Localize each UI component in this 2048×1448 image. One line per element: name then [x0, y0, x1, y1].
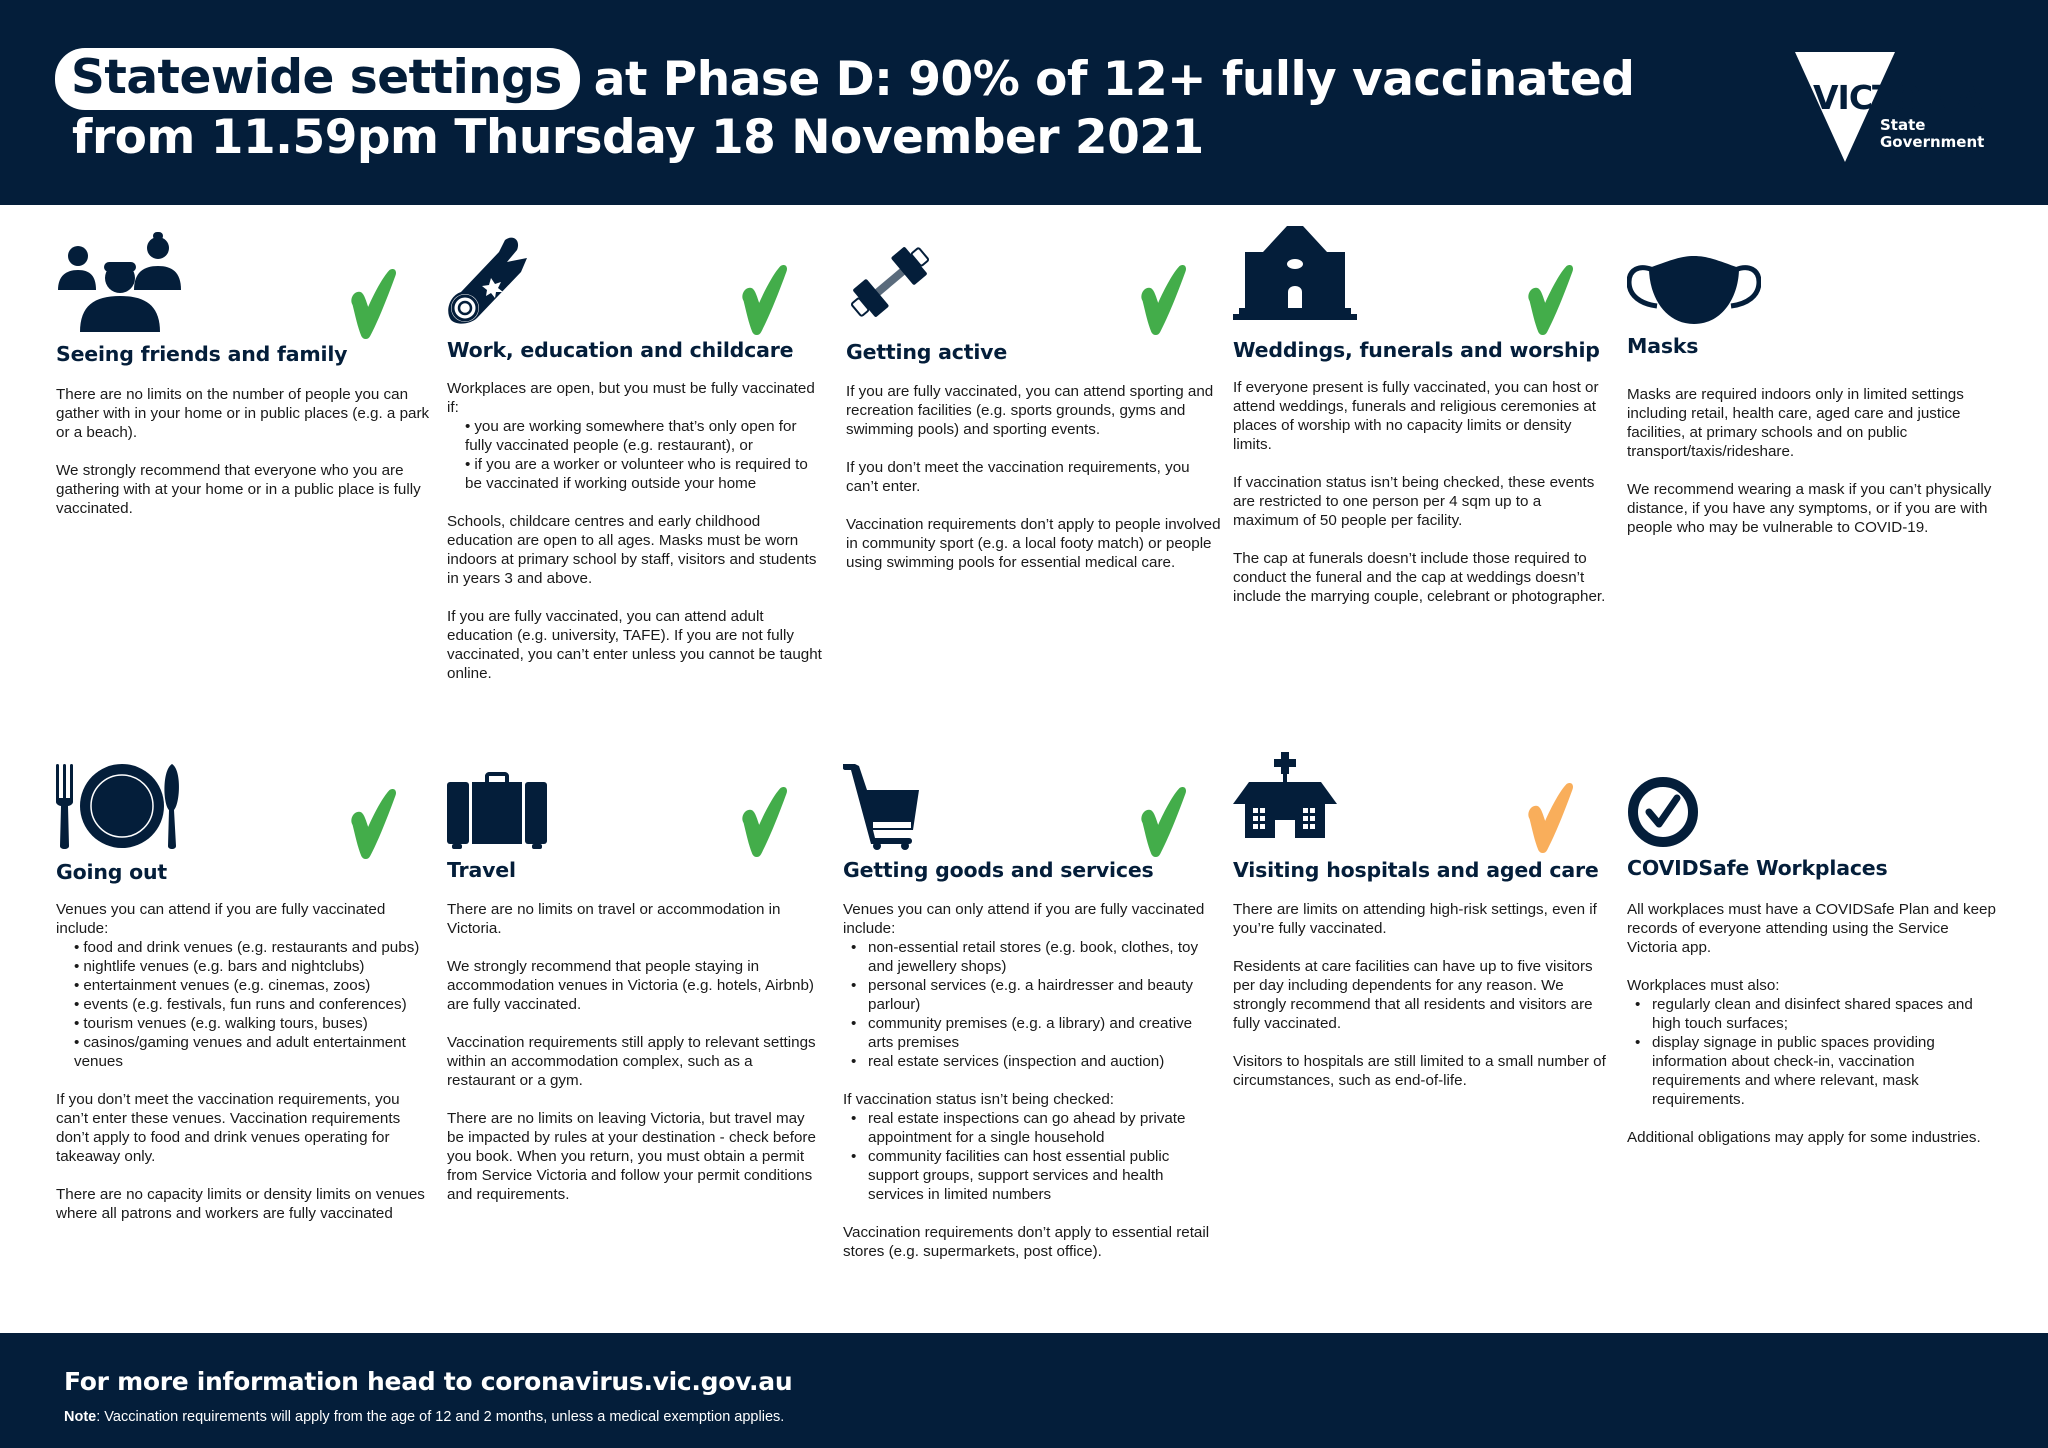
logo-wordmark [1813, 78, 1981, 117]
card-intro: Venues you can attend if you are fully vaccinated include: [56, 901, 386, 937]
orange-check-icon [1523, 782, 1579, 854]
list-item: • if you are a worker or volunteer who is required to be vaccinated if working outside your home [465, 456, 808, 492]
card-body [846, 382, 1221, 572]
logo-word-text: VICTORIA [1813, 78, 1981, 117]
list-item-text: tourism venues (e.g. walking tours, buses) [83, 1015, 368, 1032]
logo-sub-line2: Government [1880, 133, 1985, 151]
list-item-text: events (e.g. festivals, fun runs and conferences) [83, 996, 407, 1013]
card-masks [1627, 252, 2007, 572]
dumbbell-icon [842, 238, 938, 326]
footer-more-info: For more information head to coronavirus.vic.gov.au [64, 1367, 793, 1396]
card-closing: Additional obligations may apply for some industries. [1627, 1129, 1981, 1146]
card-paragraph: If you are fully vaccinated, you can attend sporting and recreation facilities (e.g. sports grounds, gyms and swimming pools) and sporting events. [846, 383, 1214, 438]
card-intro: Venues you can only attend if you are fully vaccinated include: [843, 901, 1205, 937]
card-paragraph: We strongly recommend that people staying in accommodation venues in Victoria (e.g. hotels, Airbnb) are fully vaccinated. [447, 958, 814, 1013]
card-getting-active [846, 228, 1226, 628]
card-title: Visiting hospitals and aged care [1233, 858, 1599, 882]
list-item-text: you are working somewhere that’s only open for fully vaccinated people (e.g. restaurant), or [465, 418, 797, 454]
card-seeing-friends [56, 228, 436, 538]
card-title: Going out [56, 860, 168, 884]
list-item: • entertainment venues (e.g. cinemas, zoos) [74, 977, 371, 994]
card-title: COVIDSafe Workplaces [1627, 856, 1888, 880]
card-title: Masks [1627, 334, 1699, 358]
list-item: • food and drink venues (e.g. restaurants and pubs) [74, 939, 420, 956]
card-body [1627, 900, 2002, 1147]
card-body [1627, 385, 2002, 537]
green-check-icon [737, 264, 793, 336]
card-covidsafe-workplaces [1627, 774, 2007, 1174]
bullet-list [56, 938, 431, 1071]
card-paragraph: Vaccination requirements still apply to relevant settings within an accommodation complex, such as a restaurant or a gym. [447, 1034, 816, 1089]
green-check-icon [737, 786, 793, 858]
card-paragraph: Visitors to hospitals are still limited to a small number of circumstances, such as end-of-life. [1233, 1053, 1606, 1089]
suitcase-icon [447, 772, 547, 852]
list-item: • regularly clean and disinfect shared spaces and high touch surfaces; [1627, 995, 2002, 1033]
card-paragraph: Vaccination requirements don’t apply to people involved in community sport (e.g. a local footy match) or people using swimming pools for essential medical care. [846, 516, 1221, 571]
bullet-list [447, 417, 822, 493]
card-intro: If vaccination status isn’t being checked: [843, 1091, 1114, 1108]
card-paragraph: Masks are required indoors only in limited settings including retail, health care, aged care and justice facilities, at primary schools and on public transport/taxis/rideshare. [1627, 386, 1964, 460]
place-of-worship-icon [1233, 222, 1357, 320]
card-paragraph: There are limits on attending high-risk settings, even if you’re fully vaccinated. [1233, 901, 1597, 937]
hospital-icon [1233, 752, 1337, 838]
card-body [447, 900, 822, 1204]
shopping-cart-icon [843, 762, 947, 850]
list-item: • real estate services (inspection and auction) [843, 1052, 1218, 1071]
list-item: • personal services (e.g. a hairdresser and beauty parlour) [843, 976, 1218, 1014]
card-title: Seeing friends and family [56, 342, 348, 366]
card-body [447, 379, 822, 683]
card-title: Travel [447, 858, 516, 882]
list-item: • non-essential retail stores (e.g. book, clothes, toy and jewellery shops) [843, 938, 1218, 976]
card-paragraph: Schools, childcare centres and early childhood education are open to all ages. Masks must be worn indoors at primary school by staff, visitors and students in years 3 and above. [447, 513, 817, 587]
card-hospitals-aged-care [1233, 752, 1613, 1112]
green-check-icon [346, 788, 402, 860]
card-paragraph: If you don’t meet the vaccination requirements, you can’t enter. [846, 459, 1190, 495]
list-item: • casinos/gaming venues and adult entertainment venues [74, 1034, 406, 1070]
list-item: • nightlife venues (e.g. bars and nightclubs) [74, 958, 365, 975]
bullet-list [843, 1109, 1218, 1204]
face-mask-icon [1627, 256, 1761, 326]
green-check-icon [1136, 264, 1192, 336]
list-item: • display signage in public spaces providing information about check-in, vaccination requirements and where relevant, mask requirements. [1627, 1033, 2002, 1109]
diploma-scroll-icon [447, 236, 557, 328]
card-paragraph: There are no limits on leaving Victoria, but travel may be impacted by rules at your destination - check before you book. When you return, you must obtain a permit from Service Victoria and follow your permit conditions and requirements. [447, 1110, 816, 1203]
list-item: • real estate inspections can go ahead by private appointment for a single household [843, 1109, 1218, 1147]
card-paragraph: There are no limits on the number of people you can gather with in your home or in public places (e.g. a park or a beach). [56, 386, 430, 441]
plate-cutlery-icon [56, 764, 182, 850]
list-item: • tourism venues (e.g. walking tours, buses) [74, 1015, 368, 1032]
card-paragraph: The cap at funerals doesn’t include those required to conduct the funeral and the cap at weddings doesn’t include the marrying couple, celebrant or photographer. [1233, 550, 1606, 605]
card-paragraph: There are no limits on travel or accommodation in Victoria. [447, 901, 781, 937]
card-paragraph: We strongly recommend that everyone who you are gathering with at your home or in a public place is fully vaccinated. [56, 462, 421, 517]
card-paragraph: We recommend wearing a mask if you can’t physically distance, if you have any symptoms, or if you are with people who may be vulnerable to COVID-19. [1627, 481, 1992, 536]
card-paragraph: If you are fully vaccinated, you can attend adult education (e.g. university, TAFE). If you are not fully vaccinated, you can’t enter unless you cannot be taught online. [447, 608, 822, 682]
footer-note-text: : Vaccination requirements will apply from the age of 12 and 2 months, unless a medical exemption applies. [96, 1409, 785, 1425]
card-intro: Workplaces must also: [1627, 977, 1780, 994]
bullet-list [1627, 995, 2002, 1109]
list-item-text: casinos/gaming venues and adult entertainment venues [74, 1034, 406, 1070]
list-item-text: if you are a worker or volunteer who is required to be vaccinated if working outside your home [465, 456, 808, 492]
page-title [55, 46, 1634, 112]
card-intro: Workplaces are open, but you must be fully vaccinated if: [447, 380, 815, 416]
card-body [1233, 900, 1608, 1090]
list-item: • you are working somewhere that’s only open for fully vaccinated people (e.g. restaurant), or [465, 418, 797, 454]
card-title: Work, education and childcare [447, 338, 794, 362]
card-body [56, 385, 431, 518]
title-pill: Statewide settings [55, 48, 580, 110]
page-subtitle: from 11.59pm Thursday 18 November 2021 [72, 110, 1204, 165]
card-going-out [56, 762, 436, 1282]
people-group-icon [56, 232, 184, 332]
list-item: • events (e.g. festivals, fun runs and conferences) [74, 996, 407, 1013]
green-check-icon [1136, 786, 1192, 858]
card-goods-services [843, 762, 1223, 1302]
green-check-icon [346, 268, 402, 340]
card-paragraph: There are no capacity limits or density limits on venues where all patrons and workers are fully vaccinated [56, 1186, 425, 1222]
circle-check-icon [1627, 776, 1699, 848]
card-travel [447, 762, 827, 1242]
list-item: • community premises (e.g. a library) and creative arts premises [843, 1014, 1218, 1052]
footer-banner [0, 1333, 2048, 1448]
card-title: Getting active [846, 340, 1008, 364]
list-item: • community facilities can host essential public support groups, support services and health services in limited numbers [843, 1147, 1218, 1204]
card-paragraph: Residents at care facilities can have up to five visitors per day including dependents for any reason. We strongly recommend that all residents and visitors are fully vaccinated. [1233, 958, 1593, 1032]
card-title: Getting goods and services [843, 858, 1154, 882]
list-item-text: food and drink venues (e.g. restaurants and pubs) [83, 939, 420, 956]
card-paragraph: If you don’t meet the vaccination requirements, you can’t enter these venues. Vaccination requirements don’t apply to food and drink venues operating for takeaway only. [56, 1091, 401, 1165]
card-body [1233, 378, 1608, 606]
logo-subtitle [1880, 117, 1984, 151]
footer-note [64, 1409, 784, 1425]
card-paragraph: If vaccination status isn’t being checked, these events are restricted to one person per 4 sqm up to a maximum of 50 people per facility. [1233, 474, 1595, 529]
card-body [843, 900, 1218, 1261]
card-paragraph: All workplaces must have a COVIDSafe Plan and keep records of everyone attending using the Service Victoria app. [1627, 901, 1996, 956]
card-work-education [447, 228, 827, 728]
list-item-text: entertainment venues (e.g. cinemas, zoos) [83, 977, 371, 994]
bullet-list [843, 938, 1218, 1071]
card-title: Weddings, funerals and worship [1233, 338, 1600, 362]
footer-note-label: Note [64, 1409, 97, 1425]
card-paragraph: If everyone present is fully vaccinated, you can host or attend weddings, funerals and religious ceremonies at places of worship with no capacity limits or density limits. [1233, 379, 1599, 453]
card-body [56, 900, 431, 1223]
title-rest: at Phase D: 90% of 12+ fully vaccinated [593, 51, 1635, 107]
header-banner [0, 0, 2048, 205]
logo-sub-line1: State [1880, 116, 1926, 134]
green-check-icon [1523, 264, 1579, 336]
card-weddings-funerals [1233, 220, 1613, 640]
card-paragraph: Vaccination requirements don’t apply to essential retail stores (e.g. supermarkets, post office). [843, 1224, 1210, 1260]
list-item-text: nightlife venues (e.g. bars and nightclubs) [83, 958, 365, 975]
